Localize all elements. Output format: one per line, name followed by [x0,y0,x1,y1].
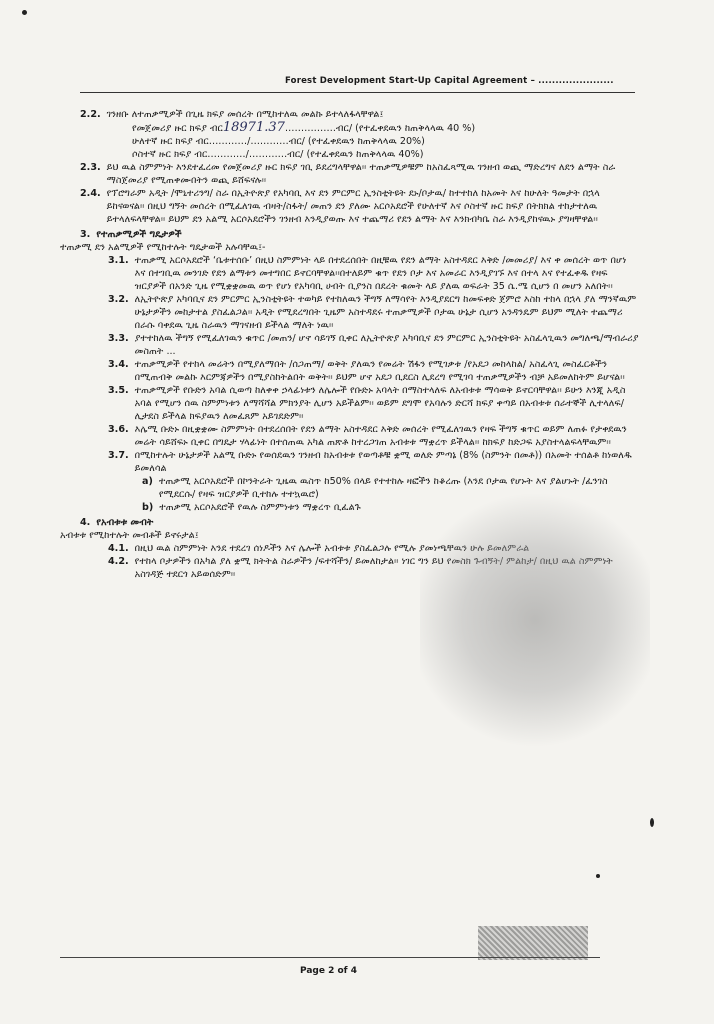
clause-number: 3.7. [108,450,129,461]
clause [60,241,640,254]
handwritten-amount: 18971.37 [222,120,285,135]
clause [60,449,640,475]
scan-smudge [420,480,650,760]
clause [60,108,640,121]
clause-number: 3. [80,229,91,240]
clause-number: 3.6. [108,424,129,435]
clause-text-part: የተጠቃሚዎች ግዴታዎች [96,229,182,240]
clause-text-part: ተጠቃሚዎች የቡድን አባል ሲወጣ ከለቀቀ ኃላፊነቱን ለሌሎች የቡድኑ አባላት በማስተላለፍ ለአብቱቱ ማሳወቅ ይኖርባቸዋል፡፡ ይሁን እንጂ አዲስ አባል የሚሆን ሰዉ ስምምነቱን ለማሻሻል ምክንያት ሊሆን አይችልም፡፡ ወይም ደግሞ የአባሉን ድርሻ ክፍያ ቀጣይ በአብቱቱ ሰራተኞች ሊተላለፍ/ሊታደስ ይችላል ክፍያዉን ለመፈጸም አይገደድም፡፡ [134,385,626,422]
clause [60,293,640,332]
clause [60,254,640,293]
clause [60,423,640,449]
clause-text-part: …………….ብር/ (የተፈቀደዉን ከጠቅላላዉ 40 %) [284,123,476,134]
clause-text-part: ለኢትዮጵያ አካባቢና ደን ምርምር ኢንስቲትዩት ተወካይ የተከለዉን ችግኝ ለማሳየት እንዲያደርግ ከመፍቀድ ጀምሮ እስከ ተከላ በኋላ ያለ ማንኛዉም ሁኔታዎችን መከታተል ያስፈልጋል፡፡ አዲት የሚደረግበት ጊዜም አስተዳደሩ ተጠቃሚዎች ቦታዉ ሁኔታ ሲሆን አንዳንዴም ይህም ሚለት ተጨማሪ በራሱ ባቀደዉ ጊዜ ስራዉን ማገናዘብ ይችላል ማለት ነዉ፡፡ [134,294,637,331]
clause-text [135,293,640,332]
clause-text-part: ሁለተኛ ዙር ክፍያ ብር…………/…………ብር/ (የተፈቀደዉን ከጠቅላላዉ 20%) [132,136,425,147]
clause-text-part: የፕሮግራም አዲት /ሞኒተሪንግ/ ስራ በኢትዮጵያ የአካባቢ እና ደን ምርምር ኢንስቲትዩት ደኑ/ቦታዉ/ ከተተከለ ከአመት እና ከሁለት ዓመታት በኋላ ይከናወናል፡፡ በዚህ ግኝት መሰረት በሚፈለገዉ ብዛት/ስፋት/ መጠን ደን ያለሙ አርሶአደሮች የሁለተኛ እና ሶስተኛ ዙር ክፍያ በትክክል ተከታተለዉ ይተላለፍላቸዋል፡፡ ይህም ደን አልሚ አርሶአደሮችን ገንዘብ እንዲያወጡ እና ተጨማሪ የደን ልማት እና እንክብካቤ ስራ እንዲያከናዉኑ ያግዛቸዋል፡፡ [106,188,600,225]
clause-text [135,358,640,384]
clause-number: 2.2. [80,109,101,120]
clause-text [96,228,640,241]
clause-text-part: የመጀመሪያ ዙር ክፍያ ብር [132,123,223,134]
clause-text [132,148,640,161]
clause [60,332,640,358]
clause-number: 3.3. [108,333,129,344]
clause-number: 3.1. [108,255,129,266]
clause-number: a) [142,476,153,487]
clause [60,187,640,226]
scan-speck [650,818,654,827]
clause [60,384,640,423]
header-rule [80,92,635,93]
clause-text-part: ያተተከለዉ ችግኝ የሚፈለገዉን ቁጥር /መጠን/ ሆኖ ሳይገኝ ቢቀር ለኢትዮጵያ አካባቢና ደን ምርምር ኢንስቲትዩት አስፈላጊዉን መግለጫ/ማብራሪያ መስጠት ... [134,333,639,357]
clause-text [107,187,640,226]
page-number: Page 2 of 4 [300,966,357,976]
scan-speck [22,10,27,15]
clause-text-part: የተከላ ቦታዎችን በአካል ያለ ቋሚ ክትትል ስራዎችን /ፍተሻችን/ ይመለከታል፡፡ ነገር ግን ይህ የመስክ ጉብኝት/ ምልከታ/ በዚህ ዉል ስምምነት አስገዳጅ ተደርጎ አይወሰድም፡፡ [134,556,613,580]
clause-text-part: ተጠቃሚ አርሶአደሮች በኮንትራት ጊዜዉ ዉስጥ ከ50% በላይ የተተከሉ ዛፎችን ከቆረጡ (እንደ ቦታዉ የሆኑት እና ያልሆኑት /ፈንገስ የሚደርሱ/ የዛፍ ዝርያዎች ቢተከሉ ተተኳዉሮ) [158,476,608,500]
clause [60,121,640,135]
clause-text-part: አብቱቱ የሚከተሉት መብቶች ይኖሩታል፤ [60,530,199,541]
clause-number: 2.3. [80,162,101,173]
page-header: Forest Development Start-Up Capital Agreement – ...................... [285,76,614,86]
clause-text [60,241,640,254]
clause-text [132,121,640,135]
clause [60,358,640,384]
clause-number: b) [142,502,154,513]
clause-number: 3.5. [108,385,129,396]
clause-text [135,332,640,358]
clause-text-part: ተጠቃሚ አርሶአደሮች የዉሉ ስምምነቱን ማቋረጥ ቢፈልጉ [159,502,361,513]
clause [60,135,640,148]
clause-number: 3.2. [108,294,129,305]
clause-text-part: ገንዘቡ ለተጠቃሚዎች በጊዜ ክፍያ መሰረት በሚከተለዉ መልኩ ይተላለፋላቸዋል፤ [106,109,384,120]
section-heading [60,228,640,241]
clause-text [135,423,640,449]
clause-text-part: በሚከተሉት ሁኔታዎች አልሚ ቡድኑ የወሰደዉን ገንዘብ ከአብቱቱ የወጣቶቹ ቋሚ ወለድ ምጣኔ (8% (ስምንት በመቶ)) በአመት ተሰልቶ ከነወለዱ ይመለሳል [134,450,632,474]
scan-speck [596,874,600,878]
clause-text-part: ሶስተኛ ዙር ክፍያ ብር…………/…………ብር/ (የተፈቀደዉን ከጠቅላላዉ 40%) [132,149,424,160]
clause [60,148,640,161]
clause-text [135,449,640,475]
clause [60,161,640,187]
clause-number: 2.4. [80,188,101,199]
clause-text-part: ተጠቃሚዎች የተከላ መሬትን በሚያለማበት /ሰጋጠማ/ ወቅት ያለዉን የመሬት ሽፋን የሚገቃቱ /የአደጋ መከላከል/ አስፈላጊ መስፈርቶችን በሚጠብቅ መልኩ እርምጃዎችን በሚያስከትልበት ወቅት፡፡ ይህም ሆኖ አደጋ ቢደርስ ሊደረግ የሚገባ ተጠቃሚዎችን ብቻ አይመለከትም ይሆናል፡፡ [134,359,625,383]
clause-number: 3.4. [108,359,129,370]
clause-text-part: በዚህ ዉል ስምምነት እንደ ተደረገ ሰነዶችን እና ሌሎች አብቱቱ ያስፈልጋሉ የሚሉ ያመነጫቸዉን ሁሉ ይመለምራል [134,543,530,554]
clause-number: 4.2. [108,556,129,567]
clause-text-part: ተጠቃሚ ደን አልሚዎች የሚከተሉት ግዴታወች አሉባቸዉ፤- [60,242,266,253]
footer-rule [60,957,600,958]
clause-text [135,254,640,293]
stamp-mark [478,926,588,960]
clause-text-part: ይህ ዉል ስምምነት እንደተፈረመ የመጀመሪያ ዙር ክፍያ ገቢ ይደረግላቸዋል፡፡ ተጠቃሚዎቹም ከአስፈጻሚዉ ገንዘብ ወጪ ማድረግና ለደን ልማት ስራ ማስጀመሪያ የሚጠቀሙበትን ወጪ ይሸፍናሉ፡፡ [106,162,616,186]
clause-text-part: ተጠቃሚ አርሶአደሮች ‘ቤቱተሰቡ’ በዚህ ስምምነት ላይ በተደረሰበት በዚቹዉ የደን ልማት አስተዳደር እቅድ /መመሪያ/ እና ቀ መሰረት ወጥ በሆነ እና በተገቢዉ መንገድ የደን ልማቱን መተግበር ይኖርባቸዋል፡፡በተለይም ቁጥ የደን ቦታ እና አመራር እንዲያገኙ እና በተላ እና የተፈቀዱ የዛፍ ዝርያዎች በአንድ ጊዜ የሚቋቋመዉ ወጥ የሆነ የአካባቢ ሀብት ቢያንስ በደረት ቁመት ላይ ያለዉ ወፍራት 35 ሴ.ሜ ሲሆን በ መሆን አለበት፡፡ [134,255,627,292]
clause-text [132,135,640,148]
clause-text-part: የአብቱቱ መብት [96,517,154,528]
clause-text-part: እሌሚ ቡድኑ በዚቋቋሙ ስምምነት በተደረሰበት የደን ልማት አስተዳደር እቅድ መሰረት የሚፈለገዉን የዛፍ ችግኝ ቁጥር ወይም ለጠፉ የታቀደዉን መሬት ሳይሸፍኑ ቢቀር በግዴታ ሃላፊነት በተሰጠዉ አካል ጠጽቶ ከተረጋገጠ አብቱቱ ማቋረጥ ይችላል፡፡ ከክፍያ ከድጋፍ አያስተላልፍላቸዉም፡፡ [134,424,627,448]
clause-text [107,161,640,187]
clause-number: 4. [80,517,91,528]
clause-number: 4.1. [108,543,129,554]
clause-text [135,384,640,423]
clause-text [107,108,640,121]
